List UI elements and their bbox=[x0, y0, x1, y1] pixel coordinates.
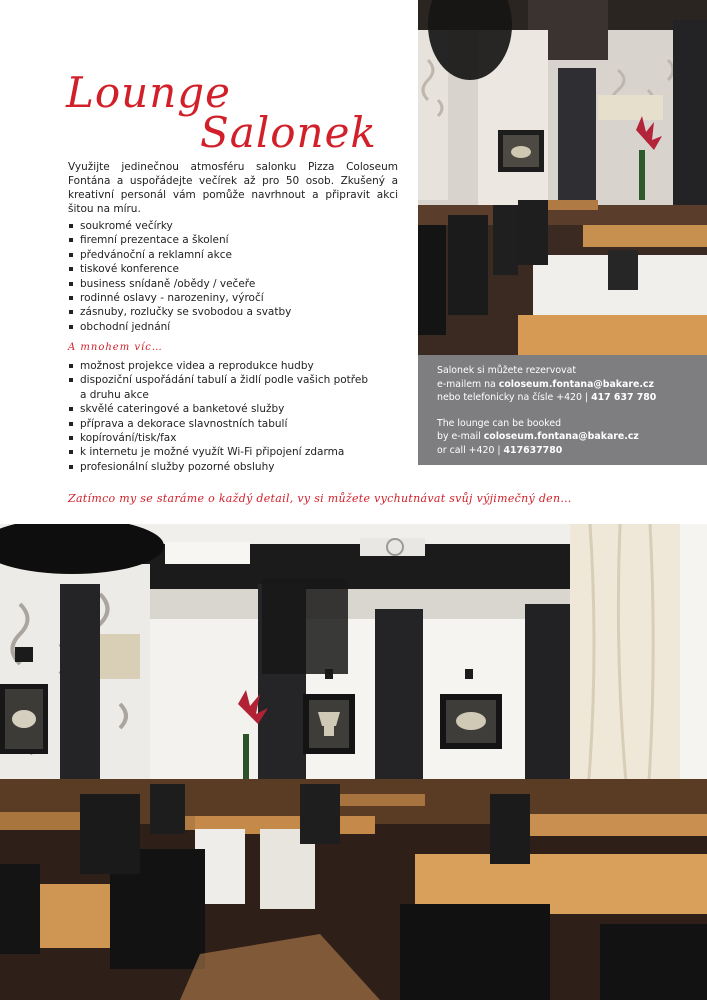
booking-en-phone-prefix: or call +420 | bbox=[437, 444, 504, 456]
booking-cz-line1: Salonek si můžete rezervovat bbox=[437, 365, 577, 376]
list-item: zásnuby, rozlučky se svobodou a svatby bbox=[68, 305, 408, 319]
list-item: kopírování/tisk/fax bbox=[68, 431, 408, 445]
list-item: firemní prezentace a školení bbox=[68, 233, 408, 247]
list-item: tiskové konference bbox=[68, 262, 408, 276]
booking-en-phone: 417637780 bbox=[503, 444, 563, 456]
booking-info-box bbox=[418, 355, 707, 465]
more-heading: A mnohem víc… bbox=[68, 342, 163, 353]
booking-cz-phone: 417 637 780 bbox=[591, 392, 657, 404]
services-list bbox=[68, 359, 408, 474]
list-item: skvělé cateringové a banketové služby bbox=[68, 402, 408, 416]
list-item: obchodní jednání bbox=[68, 320, 408, 334]
booking-cz-phone-line bbox=[437, 391, 707, 405]
booking-cz-email-line bbox=[437, 378, 707, 392]
list-item: možnost projekce videa a reprodukce hudby bbox=[68, 359, 408, 373]
booking-en-email-prefix: by e-mail bbox=[437, 431, 484, 443]
booking-en-phone-line bbox=[437, 444, 707, 458]
title-lounge: Lounge bbox=[66, 68, 232, 117]
list-item: rodinné oslavy - narozeniny, výročí bbox=[68, 291, 408, 305]
list-item: předvánoční a reklamní akce bbox=[68, 248, 408, 262]
booking-en-email-line bbox=[437, 430, 707, 444]
list-item: dispoziční uspořádání tabulí a židlí podle vašich potřeb a druhu akce bbox=[68, 373, 370, 402]
lounge-photo-top bbox=[418, 0, 707, 355]
list-item: příprava a dekorace slavnostních tabulí bbox=[68, 417, 408, 431]
list-item: business snídaně /obědy / večeře bbox=[68, 277, 408, 291]
booking-cz-phone-prefix: nebo telefonicky na čísle +420 | bbox=[437, 392, 592, 404]
list-item: soukromé večírky bbox=[68, 219, 408, 233]
tagline: Zatímco my se staráme o každý detail, vy si můžete vychutnávat svůj výjimečný den… bbox=[68, 492, 572, 505]
title-salonek: Salonek bbox=[200, 108, 377, 157]
intro-paragraph: Využijte jedinečnou atmosféru salonku Pizza Coloseum Fontána a uspořádejte večírek až pro 50 osob. Zkušený a kreativní personál vám pomůže navrhnout a připravit akci šitou na míru. bbox=[68, 161, 398, 215]
booking-cz-email-link[interactable]: coloseum.fontana@bakare.cz bbox=[498, 378, 654, 390]
list-item: profesionální služby pozorné obsluhy bbox=[68, 460, 408, 474]
booking-en-line1: The lounge can be booked bbox=[437, 417, 562, 429]
list-item: k internetu je možné využít Wi-Fi připojení zdarma bbox=[68, 445, 408, 459]
booking-cz-email-prefix: e-mailem na bbox=[437, 378, 499, 390]
booking-en-email-link[interactable]: coloseum.fontana@bakare.cz bbox=[483, 431, 639, 443]
lounge-photo-bottom bbox=[0, 524, 707, 1000]
events-list bbox=[68, 219, 408, 334]
